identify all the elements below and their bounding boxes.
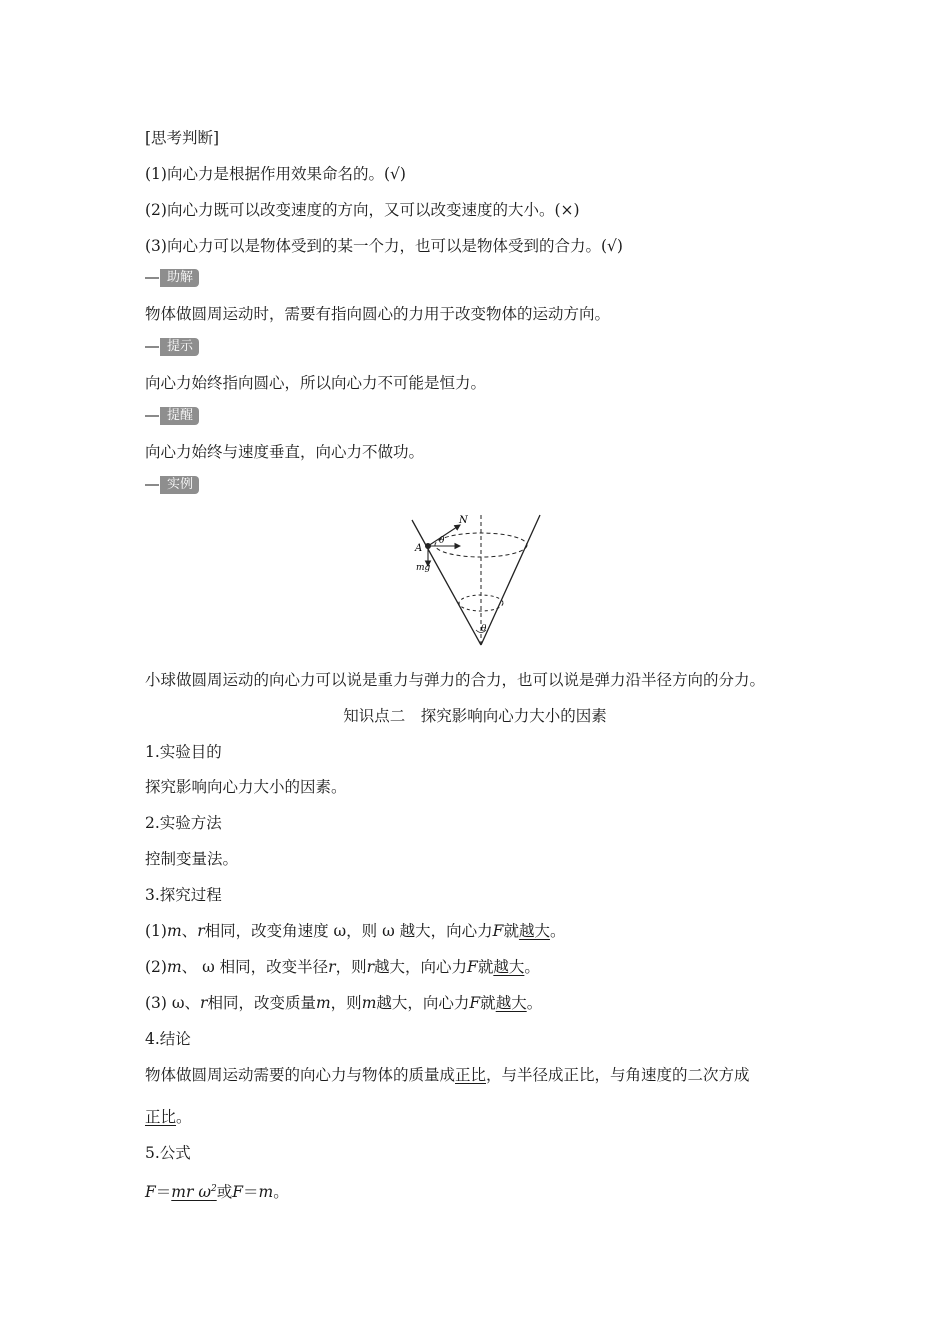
section-title: 知识点二 探究影响向心力大小的因素 xyxy=(343,707,607,725)
example-text: 小球做圆周运动的向心力可以说是重力与弹力的合力，也可以说是弹力沿半径方向的分力。 xyxy=(145,671,766,689)
tag-dash xyxy=(145,277,159,279)
var-F: F xyxy=(467,958,478,976)
answer-underlined: 正比 xyxy=(455,1066,487,1084)
s4-text-line2 xyxy=(145,1107,192,1127)
label-theta-bottom: θ xyxy=(481,624,487,634)
tag-dash xyxy=(145,346,159,348)
hint-tag-label: 提示 xyxy=(160,338,199,356)
var-r: r xyxy=(366,958,375,976)
think-item-2: (2)向心力既可以改变速度的方向，又可以改变速度的大小。(×) xyxy=(145,201,580,219)
text-part: 、 xyxy=(181,922,198,940)
s3-p3 xyxy=(145,993,542,1013)
s4-heading: 4.结论 xyxy=(145,1030,191,1048)
label-theta: θ xyxy=(439,536,445,546)
hint-tag xyxy=(145,338,199,356)
text-part: 或 xyxy=(216,1183,233,1202)
label-A: A xyxy=(415,543,423,554)
var-m: m xyxy=(361,994,377,1012)
text-part: ，与半径成正比，与角速度的二次方成 xyxy=(486,1066,750,1084)
s1-heading: 1.实验目的 xyxy=(145,743,222,761)
s2-text: 控制变量法。 xyxy=(145,850,239,868)
help-text: 物体做圆周运动时，需要有指向圆心的力用于改变物体的运动方向。 xyxy=(145,305,611,323)
text-part: 。 xyxy=(273,1183,289,1202)
example-tag-label: 实例 xyxy=(160,476,199,494)
text-part: 物体做圆周运动需要的向心力与物体的质量成 xyxy=(145,1066,456,1084)
var-m: m xyxy=(315,994,331,1012)
remind-tag xyxy=(145,407,199,425)
s3-heading: 3.探究过程 xyxy=(145,886,222,904)
hint-text: 向心力始终指向圆心，所以向心力不可能是恒力。 xyxy=(145,374,487,392)
text-part: 、 ω 相同，改变半径 xyxy=(181,958,329,976)
example-tag xyxy=(145,476,199,494)
remind-text: 向心力始终与速度垂直，向心力不做功。 xyxy=(145,443,425,461)
var-r: r xyxy=(200,994,208,1012)
remind-tag-label: 提醒 xyxy=(160,407,199,425)
text-part: (1) xyxy=(145,922,167,940)
var-F: F xyxy=(145,1183,156,1202)
text-part: 就 xyxy=(477,958,494,976)
s2-heading: 2.实验方法 xyxy=(145,814,222,832)
equals-sign: ＝ xyxy=(242,1183,259,1202)
cone-diagram xyxy=(405,510,545,650)
s1-text: 探究影响向心力大小的因素。 xyxy=(145,778,347,796)
text-part: 就 xyxy=(480,994,496,1012)
equals-sign: ＝ xyxy=(155,1183,172,1202)
label-N: N xyxy=(459,515,468,526)
var-r: r xyxy=(197,922,205,940)
var-m: m xyxy=(258,1183,274,1202)
text-part: 越大，向心力 xyxy=(376,994,470,1012)
answer-underlined: 越大 xyxy=(493,958,525,976)
help-tag xyxy=(145,269,199,287)
s5-heading: 5.公式 xyxy=(145,1144,191,1162)
tag-dash xyxy=(145,415,159,417)
formula-body: mr ω xyxy=(171,1183,211,1202)
var-F: F xyxy=(469,994,481,1012)
answer-underlined: 正比 xyxy=(145,1108,177,1126)
var-r: r xyxy=(328,958,336,976)
text-part: ，则 xyxy=(335,958,367,976)
text-part: 越大，向心力 xyxy=(374,958,468,976)
text-part: 。 xyxy=(526,994,543,1012)
s4-text-line1 xyxy=(145,1065,750,1085)
text-part: 。 xyxy=(176,1108,192,1126)
think-item-3: (3)向心力可以是物体受到的某一个力，也可以是物体受到的合力。(√) xyxy=(145,237,623,255)
text-part: 就 xyxy=(503,922,519,940)
text-part: ，则 xyxy=(330,994,362,1012)
text-part: 相同，改变角速度 ω，则 ω 越大，向心力 xyxy=(204,922,493,940)
answer-underlined: 越大 xyxy=(518,922,550,940)
exponent: 2 xyxy=(210,1184,217,1194)
think-heading: [思考判断] xyxy=(145,129,220,147)
text-part: 。 xyxy=(524,958,540,976)
help-tag-label: 助解 xyxy=(160,269,199,287)
s5-formula xyxy=(145,1179,289,1202)
var-F: F xyxy=(492,922,504,940)
var-m: m xyxy=(166,958,182,976)
label-mg: mg xyxy=(416,563,431,573)
var-m: m xyxy=(166,922,182,940)
answer-underlined: 越大 xyxy=(495,994,527,1012)
text-part: 。 xyxy=(549,922,566,940)
cone-right-wall xyxy=(481,515,540,645)
cone-left-wall xyxy=(412,520,481,645)
text-part: (2) xyxy=(145,958,167,976)
s3-p1 xyxy=(145,921,565,941)
tag-dash xyxy=(145,484,159,486)
formula-underlined xyxy=(171,1183,216,1201)
think-item-1: (1)向心力是根据作用效果命名的。(√) xyxy=(145,165,406,183)
s3-p2 xyxy=(145,957,540,977)
text-part: (3) ω、 xyxy=(145,994,201,1012)
text-part: 相同，改变质量 xyxy=(207,994,316,1012)
var-F: F xyxy=(232,1183,243,1202)
